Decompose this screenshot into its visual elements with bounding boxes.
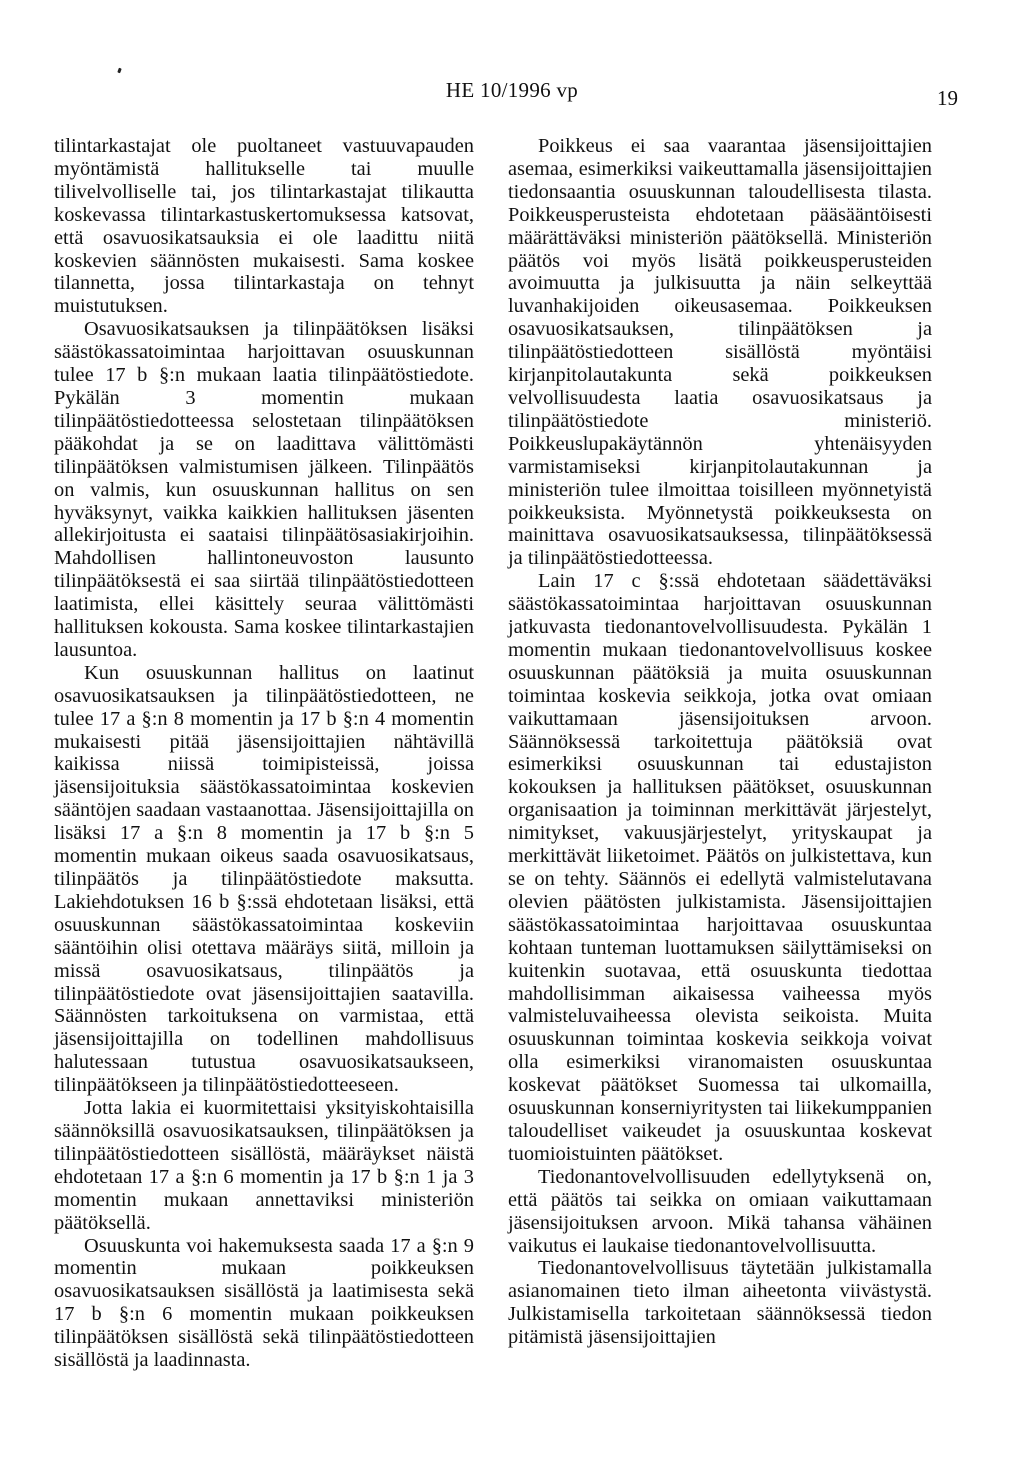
page-number: 19 (937, 86, 958, 110)
paragraph: Tiedonantovelvollisuuden edellytyksenä on, että päätös tai seikka on omiaan vaikuttamaan jäsensijoituksen arvoon. Mikä tahansa vähäinen vaikutus ei laukaise tiedonantovelvollisuutta. (508, 1165, 932, 1257)
right-column (508, 135, 932, 1349)
document-id: HE 10/1996 vp (445, 78, 579, 102)
left-column (54, 135, 474, 1372)
paragraph: tilintarkastajat ole puoltaneet vastuuvapauden myöntämistä hallitukselle tai muulle tilivelvolliselle tai, jos tilintarkastajat tilikautta koskevassa tilintarkastuskertomuksessa katsovat, että osavuosikatsauksia ei ole laadittu niitä koskevien säännösten mukaisesti. Sama koskee tilannetta, jossa tilintarkastaja on tehnyt muistutuksen. (54, 135, 474, 318)
scan-speck (117, 68, 122, 74)
paragraph: Kun osuuskunnan hallitus on laatinut osavuosikatsauksen ja tilinpäätöstiedotteen, ne tulee 17 a §:n 8 momentin ja 17 b §:n 4 momentin mukaisesti pitää jäsensijoittajien nähtävillä kaikissa niissä toimipisteissä, joissa jäsensijoituksia säästökassatoimintaa koskevien sääntöjen saadaan vastaanottaa. Jäsensijoittajilla on lisäksi 17 a §:n 8 momentin ja 17 b §:n 5 momentin mukaan oikeus saada osavuosikatsaus, tilinpäätös ja tilinpäätöstiedote maksutta. Lakiehdotuksen 16 b §:ssä ehdotetaan lisäksi, että osuuskunnan säästökassatoimintaa koskeviin sääntöihin olisi otettava määräys siitä, milloin ja missä osavuosikatsaus, tilinpäätös ja tilinpäätöstiedote ovat jäsensijoittajien saatavilla. Säännösten tarkoituksena on varmistaa, että jäsensijoittajilla on todellinen mahdollisuus halutessaan tutustua osavuosikatsaukseen, tilinpäätökseen ja tilinpäätöstiedotteeseen. (54, 661, 474, 1097)
paragraph: Lain 17 c §:ssä ehdotetaan säädettäväksi säästökassatoimintaa harjoittavan osuuskunnan jatkuvasta tiedonantovelvollisuudesta. Pykälän 1 momentin mukaan tiedonantovelvollisuus koskee osuuskunnan päätöksiä ja muita osuuskunnan toimintaa koskevia seikkoja, jotka ovat omiaan vaikuttamaan jäsensijoituksen arvoon. Säännöksessä tarkoitettuja päätöksiä ovat esimerkiksi osuuskunnan tai edustajiston kokouksen ja hallituksen päätökset, osuuskunnan organisaation ja toiminnan merkittävät järjestelyt, nimitykset, vakuusjärjestelyt, yrityskaupat ja merkittävät liiketoimet. Päätös on julkistettava, kun se on tehty. Säännös ei edellytä valmistelutavana olevien päätösten julkistamista. Jäsensijoittajien säästökassatoimintaa harjoittavaa osuuskuntaa kohtaan tunteman luottamuksen säilyttämiseksi on kuitenkin suotavaa, että osuuskunta tiedottaa mahdollisimman aikaisessa vaiheessa myös valmisteluvaiheessa olevista seikoista. Muita osuuskunnan toimintaa koskevia seikkoja voivat olla esimerkiksi viranomaisten osuuskuntaa koskevat päätökset Suomessa tai ulkomailla, osuuskunnan konserniyritysten tai liikekumppanien taloudelliset vaikeudet ja osuuskuntaa koskevat tuomioistuinten päätökset. (508, 570, 932, 1165)
page-header (0, 78, 1024, 110)
paragraph: Osuuskunta voi hakemuksesta saada 17 a §:n 9 momentin mukaan poikkeuksen osavuosikatsauksen sisällöstä ja laatimisesta sekä 17 b §:n 6 momentin mukaan poikkeuksen tilinpäätöksen sisällöstä sekä tilinpäätöstiedotteen sisällöstä ja laadinnasta. (54, 1234, 474, 1372)
paragraph: Jotta lakia ei kuormitettaisi yksityiskohtaisilla säännöksillä osavuosikatsauksen, tilinpäätöksen ja tilinpäätöstiedotteen sisällöstä, määräykset näistä ehdotetaan 17 a §:n 6 momentin ja 17 b §:n 1 ja 3 momentin mukaan annettaviksi ministeriön päätöksellä. (54, 1097, 474, 1234)
paragraph: Tiedonantovelvollisuus täytetään julkistamalla asianomainen tieto ilman aiheetonta viivästystä. Julkistamisella tarkoitetaan säännöksessä tiedon pitämistä jäsensijoittajien (508, 1257, 932, 1349)
paragraph: Poikkeus ei saa vaarantaa jäsensijoittajien asemaa, esimerkiksi vaikeuttamalla jäsensijoittajien tiedonsaantia osuuskunnan taloudellisesta tilasta. Poikkeusperusteista ehdotetaan pääsääntöisesti määrättäväksi ministeriön päätöksellä. Ministeriön päätös voi myös lisätä poikkeusperusteiden avoimuutta ja julkisuutta ja näin selkeyttää luvanhakijoiden oikeusasemaa. Poikkeuksen osavuosikatsauksen, tilinpäätöksen ja tilinpäätöstiedotteen sisällöstä myöntäisi kirjanpitolautakunta sekä poikkeuksen velvollisuudesta laatia osavuosikatsaus ja tilinpäätöstiedote ministeriö. Poikkeuslupakäytännön yhtenäisyyden varmistamiseksi kirjanpitolautakunnan ja ministeriön tulee ilmoittaa toisilleen myönnetyistä poikkeuksista. Myönnetystä poikkeuksesta on mainittava osavuosikatsauksessa, tilinpäätöksessä ja tilinpäätöstiedotteessa. (508, 135, 932, 570)
paragraph: Osavuosikatsauksen ja tilinpäätöksen lisäksi säästökassatoimintaa harjoittavan osuuskunnan tulee 17 b §:n mukaan laatia tilinpäätöstiedote. Pykälän 3 momentin mukaan tilinpäätöstiedotteessa selostetaan tilinpäätöksen pääkohdat ja se on laadittava välittömästi tilinpäätöksen valmistumisen jälkeen. Tilinpäätös on valmis, kun osuuskunnan hallitus on sen hyväksynyt, vaikka kaikkien hallituksen jäsenten allekirjoitusta ei saataisi tilinpäätösasiakirjoihin. Mahdollisen hallintoneuvoston lausunto tilinpäätöksestä ei saa siirtää tilinpäätöstiedotteen laatimista, ellei käsittely seuraa välittömästi hallituksen kokousta. Sama koskee tilintarkastajien lausuntoa. (54, 318, 474, 661)
